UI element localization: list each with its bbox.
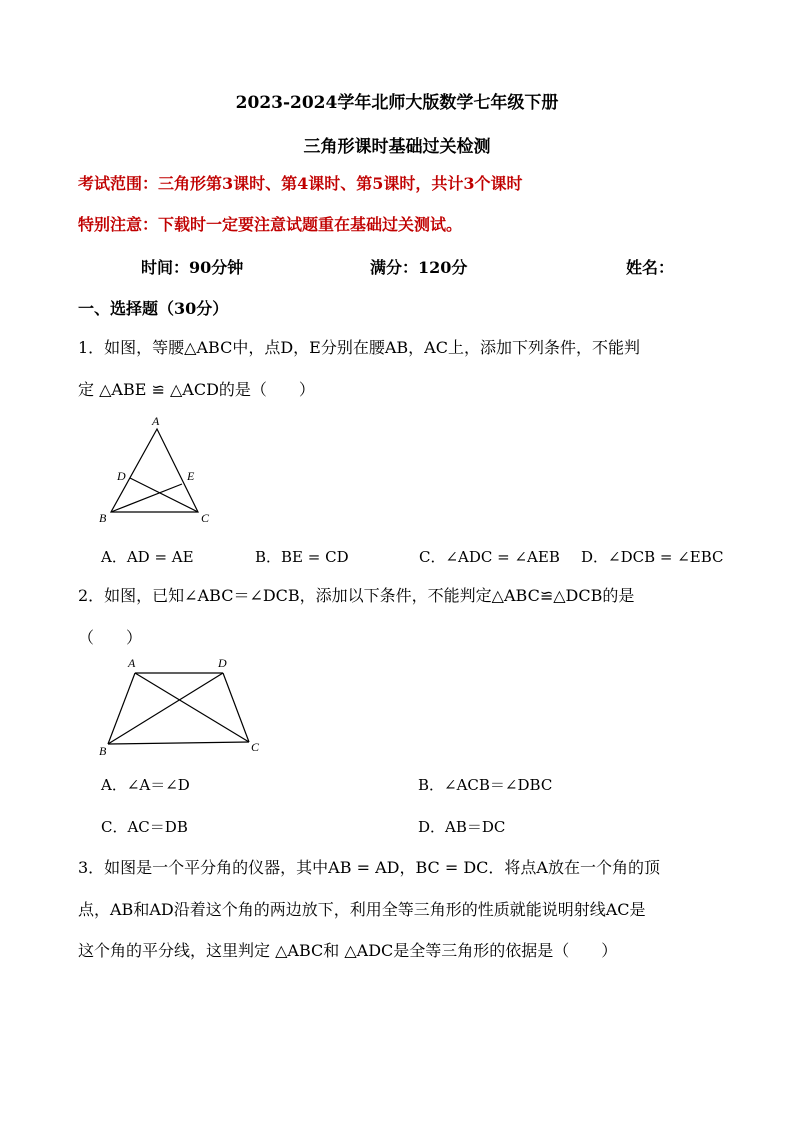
question-3-line-3: 这个角的平分线，这里判定 △ABC和 △ADC是全等三角形的依据是（ ） bbox=[78, 941, 618, 960]
q1-vertex-label-a: A bbox=[152, 414, 160, 428]
q2-vertex-label-b: B bbox=[99, 744, 107, 758]
question-2-line-2: （ ） bbox=[78, 628, 143, 647]
exam-scope-notice: 考试范围：三角形第3课时、第4课时、第5课时，共计3个课时 bbox=[78, 174, 523, 193]
section-heading: 一、选择题（30分） bbox=[78, 299, 229, 318]
q1-option-b: B．BE = CD bbox=[255, 548, 349, 566]
q1-vertex-label-c: C bbox=[201, 511, 210, 525]
q2-option-a: A．∠A＝∠D bbox=[101, 776, 190, 794]
question-3-line-2: 点，AB和AD沿着这个角的两边放下，利用全等三角形的性质就能说明射线AC是 bbox=[78, 900, 646, 919]
segment-bc bbox=[108, 742, 249, 744]
name-field-label: 姓名： bbox=[626, 258, 675, 277]
q1-vertex-label-d: D bbox=[117, 469, 126, 483]
q2-vertex-label-d: D bbox=[218, 656, 227, 670]
segment-ab bbox=[108, 673, 135, 744]
q2-vertex-label-c: C bbox=[251, 740, 260, 754]
special-note-notice: 特别注意：下载时一定要注意试题重在基础过关测试。 bbox=[78, 215, 463, 234]
question-1-line-2: 定 △ABE ≌ △ACD的是（ ） bbox=[78, 380, 315, 399]
segment-db bbox=[108, 673, 223, 744]
q1-option-c: C．∠ADC = ∠AEB bbox=[419, 548, 560, 566]
q1-vertex-label-e: E bbox=[187, 469, 195, 483]
q1-option-d: D．∠DCB = ∠EBC bbox=[581, 548, 724, 566]
segment-ac bbox=[135, 673, 249, 742]
q2-vertex-label-a: A bbox=[128, 656, 136, 670]
q2-option-b: B．∠ACB＝∠DBC bbox=[418, 776, 553, 794]
q1-option-a: A．AD = AE bbox=[101, 548, 194, 566]
q2-option-c: C．AC＝DB bbox=[101, 818, 188, 836]
full-score: 满分：120分 bbox=[370, 258, 468, 277]
time-limit: 时间：90分钟 bbox=[141, 258, 244, 277]
question-2-line-1: 2．如图，已知∠ABC＝∠DCB，添加以下条件，不能判定△ABC≌△DCB的是 bbox=[78, 586, 635, 605]
q1-vertex-label-b: B bbox=[99, 511, 107, 525]
question-3-line-1: 3．如图是一个平分角的仪器，其中AB = AD，BC = DC．将点A放在一个角的顶 bbox=[78, 858, 660, 877]
segment-dc bbox=[223, 673, 249, 742]
question-1-line-1: 1．如图，等腰△ABC中，点D，E分别在腰AB，AC上，添加下列条件，不能判 bbox=[78, 338, 640, 357]
document-title: 2023-2024学年北师大版数学七年级下册 bbox=[235, 93, 559, 113]
q2-option-d: D．AB＝DC bbox=[418, 818, 506, 836]
document-subtitle: 三角形课时基础过关检测 bbox=[303, 137, 491, 157]
